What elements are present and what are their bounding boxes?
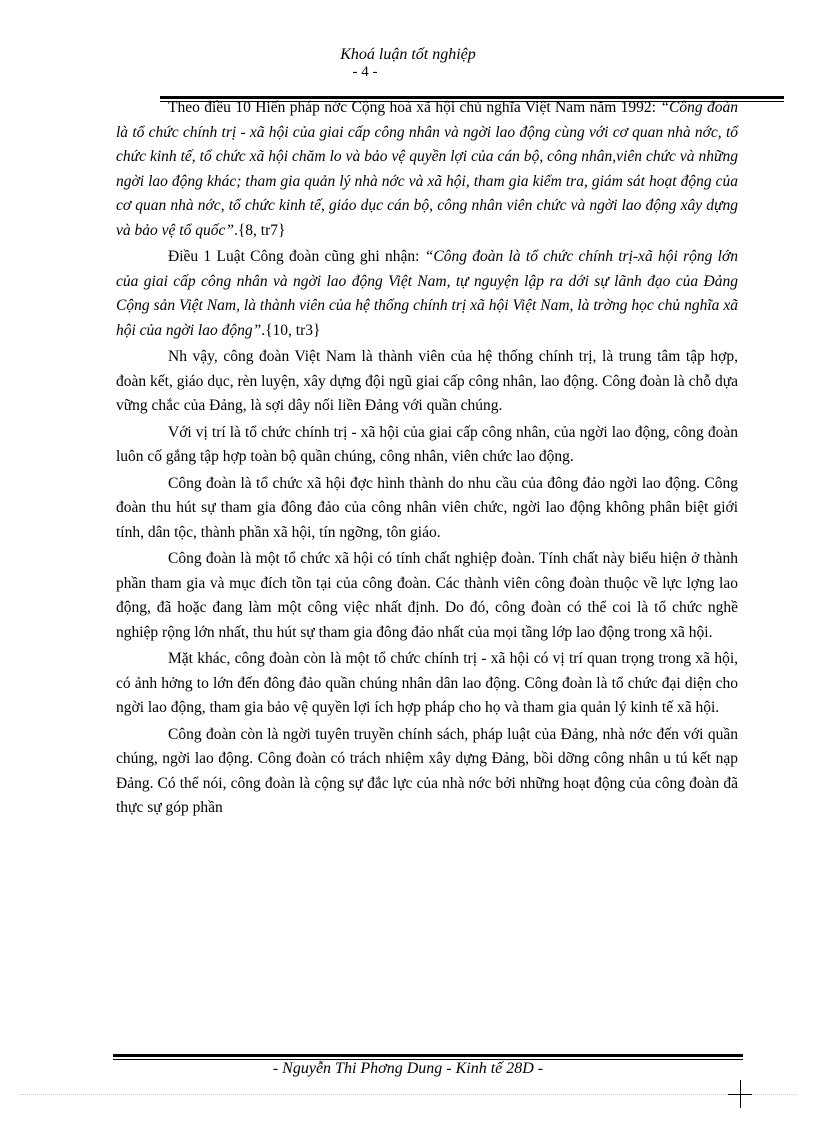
paragraph-lead-text: Theo điều 10 Hiến pháp nớc Cộng hoà xã hội chủ nghĩa Việt Nam năm 1992:	[168, 99, 661, 116]
trade-union-law-quote: “Công đoàn là tổ chức chính trị-xã hội rộng lớn của giai cấp công nhân và ngời lao động Việt Nam, tự nguyện lập ra dới sự lãnh đạo của Đảng Cộng sản Việt Nam, là thành viên của hệ thống chính trị xã hội Việt Nam, là trờng học chủ nghĩa xã hội của ngời lao động”	[116, 248, 738, 339]
document-header-title: Khoá luận tốt nghiệp	[340, 46, 476, 63]
citation: .{8, tr7}	[233, 221, 286, 239]
paragraph-trade-union-law-article-1	[116, 245, 738, 343]
paragraph-body: Với vị trí là tổ chức chính trị - xã hội của giai cấp công nhân, của ngời lao động, công đoàn luôn cố gắng tập hợp toàn bộ quần chúng, công nhân, viên chức lao động.	[116, 423, 738, 465]
paragraph-body: Công đoàn còn là ngời tuyên truyền chính sách, pháp luật của Đảng, nhà nớc đến với quần chúng, ngời lao động. Công đoàn có trách nhiệm xây dựng Đảng, bồi dỡng công nhân u tú kết nạp Đảng. Có thể nói, công đoàn là cộng sự đắc lực của nhà nớc bởi những hoạt động của công đoàn đã thực sự góp phần	[116, 725, 738, 816]
crop-mark-horizontal	[728, 1094, 752, 1095]
page-edge-dotted-line	[20, 1094, 796, 1095]
constitution-quote: “Công đoàn là tổ chức chính trị - xã hội của giai cấp công nhân và ngời lao động cùng với cơ quan nhà nớc, tổ chức kinh tế, tổ chức xã hội chăm lo và bảo vệ quyền lợi của cán bộ, công nhân,viên chức và những ngời lao động khác; tham gia quản lý nhà nớc và xã hội, tham gia kiểm tra, giám sát hoạt động của cơ quan nhà nớc, tổ chức kinh tế, giáo dục cán bộ, công nhân viên chức và ngời lao động xây dựng và bảo vệ tổ quốc”	[116, 99, 739, 239]
paragraph-body: Nh vậy, công đoàn Việt Nam là thành viên của hệ thống chính trị, là trung tâm tập hợp, đoàn kết, giáo dục, rèn luyện, xây dựng đội ngũ giai cấp công nhân, lao động. Công đoàn là chỗ dựa vững chắc của Đảng, là sợi dây nối liền Đảng với quần chúng.	[116, 348, 738, 414]
page-number: - 4 -	[352, 64, 378, 80]
paragraph-constitution-article-10	[116, 96, 738, 243]
paragraph-lead-text: Điều 1 Luật Công đoàn cũng ghi nhận:	[168, 248, 425, 265]
footer-rule-thick	[113, 1054, 743, 1057]
document-body	[116, 96, 738, 821]
paragraph-body: Công đoàn là tổ chức xã hội đợc hình thành do nhu cầu của đông đảo ngời lao động. Công đoàn thu hút sự tham gia đông đảo của công nhân viên chức, ngời lao động không phân biệt giới tính, dân tộc, thành phần xã hội, tín ngỡng, tôn giáo.	[116, 474, 738, 541]
paragraph-body: Mặt khác, công đoàn còn là một tổ chức chính trị - xã hội có vị trí quan trọng trong xã hội, có ảnh hởng to lớn đến đông đảo quần chúng nhân dân lao động. Công đoàn là tổ chức đại diện cho ngời lao động, tham gia bảo vệ quyền lợi ích hợp pháp cho họ và tham gia quản lý kinh tế xã hội.	[116, 650, 738, 716]
document-footer-author: - Nguyễn Thi Phơng Dung - Kinh tế 28D -	[272, 1060, 544, 1077]
citation: .{10, tr3}	[261, 321, 321, 339]
paragraph-body: Công đoàn là một tổ chức xã hội có tính chất nghiệp đoàn. Tính chất này biểu hiện ở thành phần tham gia và mục đích tồn tại của công đoàn. Các thành viên công đoàn thuộc về lực lợng lao động, đã hoặc đang làm một công việc nhất định. Do đó, công đoàn có thể coi là tổ chức nghề nghiệp rộng lớn nhất, thu hút sự tham gia đông đảo nhất của mọi tầng lớp lao động trong xã hội.	[116, 550, 738, 641]
